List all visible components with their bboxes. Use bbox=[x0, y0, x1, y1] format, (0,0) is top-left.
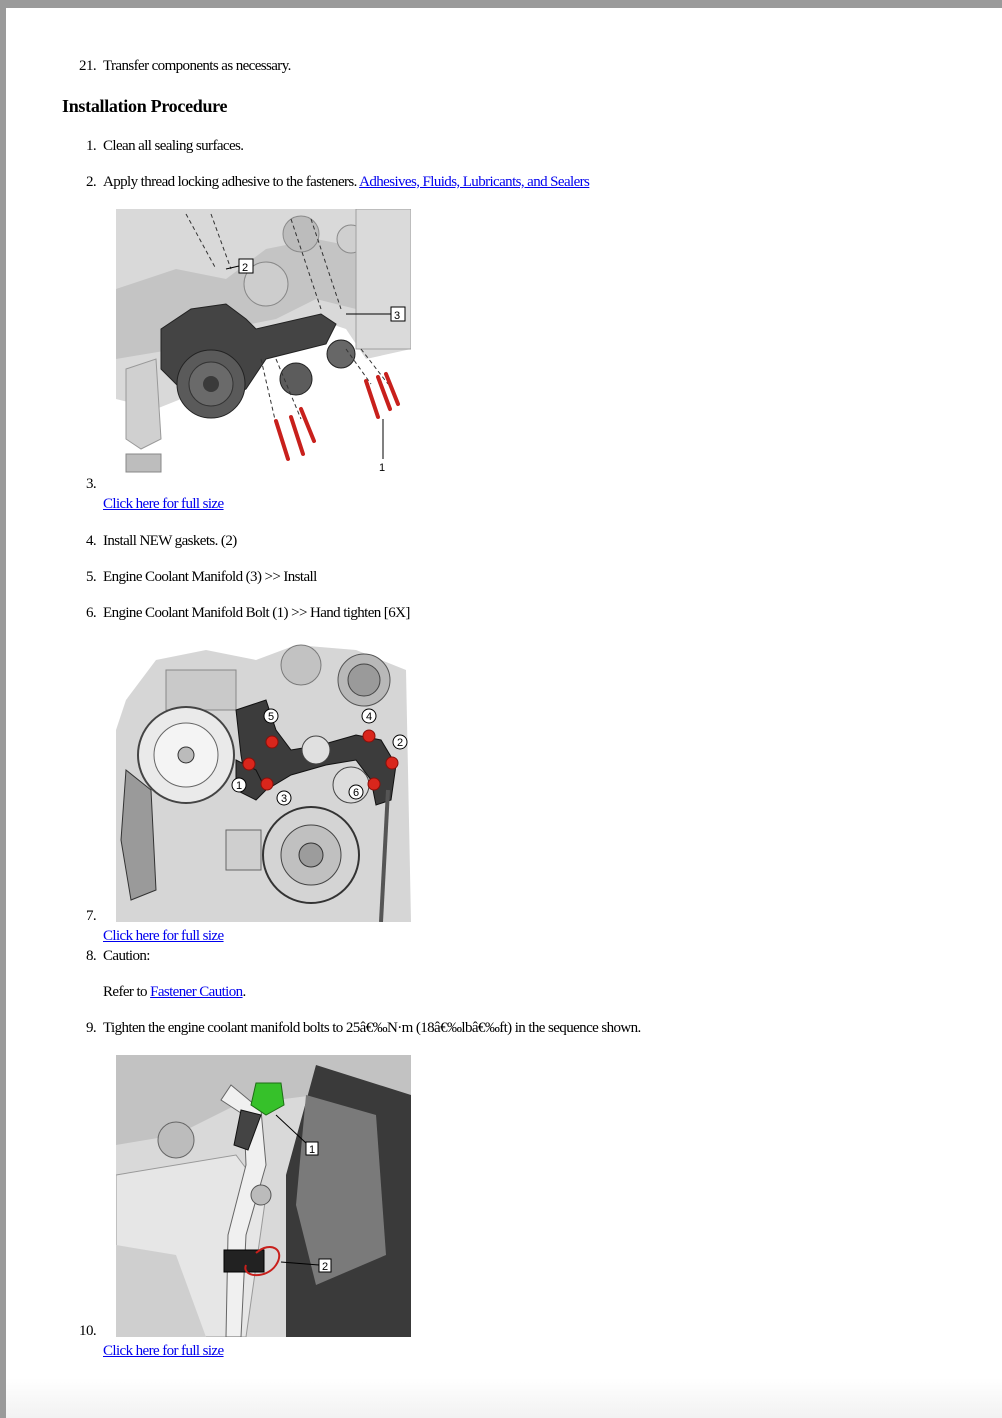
step-number: 8. bbox=[85, 948, 96, 964]
step-text-lead: Apply thread locking adhesive to the fasteners. bbox=[103, 174, 360, 190]
caution-tail: . bbox=[242, 984, 246, 1000]
caution-label: Caution: bbox=[103, 948, 150, 964]
callout-label: 1 bbox=[309, 1144, 315, 1156]
sequence-label: 2 bbox=[397, 737, 403, 749]
step-text bbox=[103, 928, 224, 945]
step-number: 7. bbox=[85, 908, 96, 924]
caution-lead: Refer to bbox=[103, 984, 151, 1000]
full-size-link[interactable]: Click here for full size bbox=[103, 496, 224, 512]
step-number: 1. bbox=[85, 138, 96, 154]
figure-illustration bbox=[116, 1055, 411, 1337]
step-number: 6. bbox=[85, 605, 96, 621]
caution-text bbox=[103, 984, 246, 1001]
step-number: 21. bbox=[79, 58, 96, 74]
coolant-manifold-exploded-figure bbox=[116, 209, 411, 477]
step-number: 10. bbox=[79, 1323, 96, 1339]
step-text: Clean all sealing surfaces. bbox=[103, 138, 244, 154]
full-size-link[interactable]: Click here for full size bbox=[103, 928, 224, 944]
step-number: 4. bbox=[85, 533, 96, 549]
step-text: Engine Coolant Manifold Bolt (1) >> Hand tighten [6X] bbox=[103, 605, 410, 621]
step-number: 3. bbox=[85, 476, 96, 492]
callout-label: 2 bbox=[322, 1261, 328, 1273]
fastener-caution-link[interactable]: Fastener Caution bbox=[150, 984, 243, 1000]
page-bottom-shade bbox=[6, 1378, 1002, 1418]
bolt-sequence-figure bbox=[116, 640, 411, 922]
step-number: 9. bbox=[85, 1020, 96, 1036]
sequence-label: 1 bbox=[236, 780, 242, 792]
step-text: Tighten the engine coolant manifold bolts to 25â€‰N·m (18â€‰lbâ€‰ft) in the sequence shown. bbox=[103, 1020, 641, 1036]
callout-label: 3 bbox=[394, 310, 400, 322]
step-text: Install NEW gaskets. (2) bbox=[103, 533, 237, 549]
step-text: Transfer components as necessary. bbox=[103, 58, 291, 74]
document-page bbox=[6, 8, 1002, 1418]
figure-illustration bbox=[116, 209, 411, 477]
step-text bbox=[103, 174, 589, 191]
step-text bbox=[103, 496, 224, 513]
figure-illustration bbox=[116, 640, 411, 922]
sequence-label: 5 bbox=[268, 711, 274, 723]
step-number: 5. bbox=[85, 569, 96, 585]
section-title: Installation Procedure bbox=[62, 96, 228, 116]
adhesives-link[interactable]: Adhesives, Fluids, Lubricants, and Sealers bbox=[359, 174, 590, 190]
step-text: Engine Coolant Manifold (3) >> Install bbox=[103, 569, 317, 585]
callout-label: 2 bbox=[242, 262, 248, 274]
sequence-label: 3 bbox=[281, 793, 287, 805]
sequence-label: 4 bbox=[366, 711, 372, 723]
coolant-hose-figure bbox=[116, 1055, 411, 1337]
callout-label: 1 bbox=[379, 462, 385, 474]
step-text bbox=[103, 1343, 224, 1360]
sequence-label: 6 bbox=[353, 787, 359, 799]
full-size-link[interactable]: Click here for full size bbox=[103, 1343, 224, 1359]
step-number: 2. bbox=[85, 174, 96, 190]
